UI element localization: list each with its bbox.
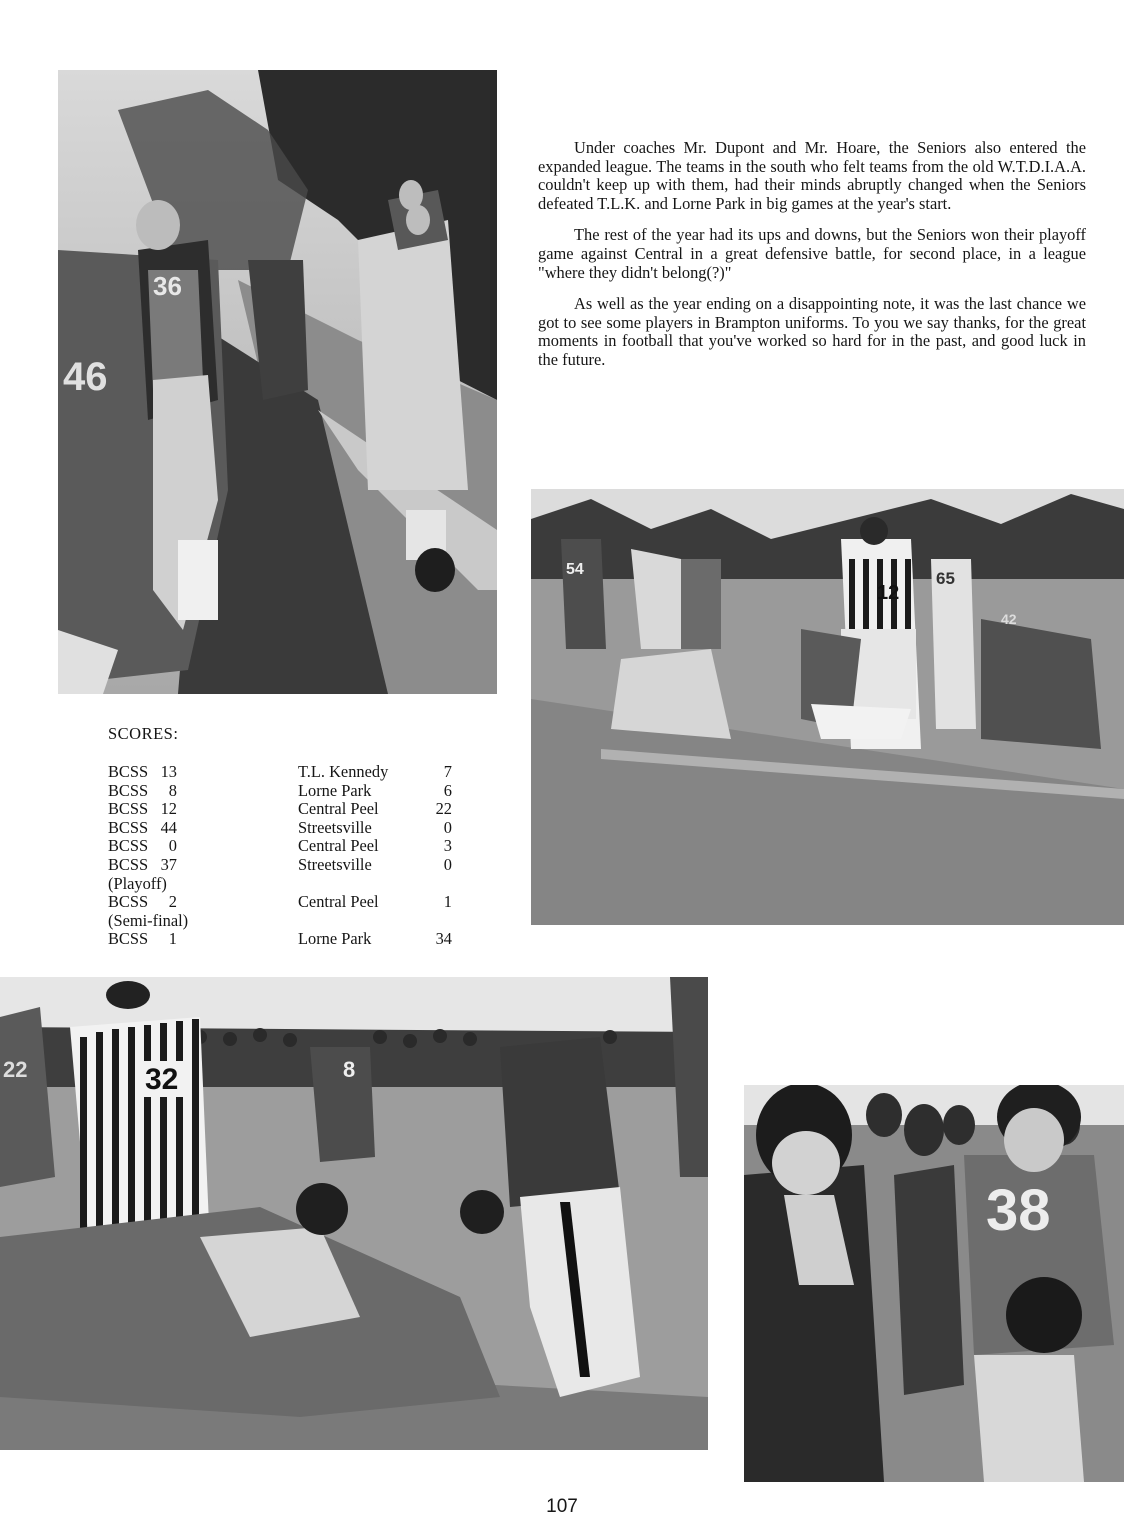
- scores-opponent-column: [298, 763, 452, 949]
- opponent-score: 22: [435, 799, 452, 819]
- scores-bcss-column: [108, 763, 278, 949]
- home-team: BCSS: [108, 762, 149, 781]
- opponent-row: [298, 782, 452, 801]
- opponent-team: Lorne Park: [298, 780, 372, 800]
- story-paragraph: As well as the year ending on a disappointing note, it was the last chance we got to see some players in Brampton uniforms. To you we say thanks, for the great moments in football that you've worked so hard for in the past, and good luck in the future.: [538, 294, 1086, 369]
- opponent-score: 0: [443, 854, 452, 874]
- jersey-number-54: 54: [566, 561, 584, 578]
- jersey-number-8: 8: [343, 1057, 356, 1082]
- pileup-photo-art: [0, 977, 708, 1450]
- story-paragraph: The rest of the year had its ups and downs, but the Seniors won their playoff game against Central in a great defensive battle, for second place, in a league "where they didn't belong(?)": [538, 225, 1086, 282]
- home-score: 0: [168, 836, 177, 856]
- photo-sideline: [58, 70, 497, 694]
- opponent-score: 6: [443, 780, 452, 800]
- photo-field-action: [531, 489, 1124, 925]
- opponent-score: 7: [443, 762, 452, 781]
- opponent-row: [298, 800, 452, 819]
- score-row: [108, 763, 278, 782]
- story-paragraph: Under coaches Mr. Dupont and Mr. Hoare, the Seniors also entered the expanded league. The teams in the south who felt teams from the old W.T.D.I.A.A. couldn't keep up with them, had their minds abruptly changed when the Seniors defeated T.L.K. and Lorne Park in big games at the year's start.: [538, 138, 1086, 213]
- opponent-team: Streetsville: [298, 817, 372, 837]
- home-score: 2: [168, 892, 177, 912]
- opponent-row: [298, 819, 452, 838]
- home-score: 44: [160, 817, 177, 837]
- game-note: (Playoff): [108, 873, 167, 893]
- score-row: [108, 819, 278, 838]
- home-score: 13: [160, 762, 177, 781]
- opponent-score: 0: [443, 817, 452, 837]
- home-score: 1: [168, 929, 177, 949]
- home-score: 12: [160, 799, 177, 819]
- home-score: 8: [168, 780, 177, 800]
- game-note: (Semi-final): [108, 910, 189, 930]
- sideline-photo-art: [58, 70, 497, 694]
- opponent-team: Lorne Park: [298, 929, 372, 949]
- home-team: BCSS: [108, 892, 149, 912]
- jersey-number-22: 22: [3, 1057, 28, 1082]
- score-row: [108, 837, 278, 856]
- jersey-number-65: 65: [936, 569, 955, 588]
- field-action-photo-art: [531, 489, 1124, 925]
- score-row: [108, 930, 278, 949]
- opponent-row: [298, 893, 452, 912]
- jersey-number-36: 36: [153, 271, 182, 301]
- home-score: 37: [160, 854, 177, 874]
- opponent-score: 3: [443, 836, 452, 856]
- opponent-team: Central Peel: [298, 892, 379, 912]
- opponent-team: T.L. Kennedy: [298, 762, 389, 781]
- jersey-number-46: 46: [63, 355, 108, 399]
- home-team: BCSS: [108, 817, 149, 837]
- opponent-team: Streetsville: [298, 854, 372, 874]
- score-row: [108, 893, 278, 930]
- opponent-row: [298, 930, 452, 949]
- jersey-number-38: 38: [986, 1178, 1051, 1243]
- photo-celebration: [744, 1085, 1124, 1482]
- home-team: BCSS: [108, 929, 149, 949]
- celebration-photo-art: [744, 1085, 1124, 1482]
- scores-heading: SCORES:: [108, 724, 179, 743]
- opponent-row: [298, 837, 452, 856]
- jersey-number-32: 32: [145, 1063, 179, 1096]
- home-team: BCSS: [108, 780, 149, 800]
- score-row: [108, 856, 278, 893]
- home-team: BCSS: [108, 836, 149, 856]
- jersey-number-42: 42: [1001, 611, 1017, 627]
- score-row: [108, 800, 278, 819]
- home-team: BCSS: [108, 799, 149, 819]
- opponent-row: [298, 856, 452, 875]
- opponent-score: 34: [435, 929, 452, 949]
- opponent-team: Central Peel: [298, 836, 379, 856]
- opponent-team: Central Peel: [298, 799, 379, 819]
- photo-pileup: [0, 977, 708, 1450]
- page-number: 107: [546, 1496, 578, 1517]
- story-text: [538, 139, 1086, 383]
- score-row: [108, 782, 278, 801]
- opponent-score: 1: [443, 892, 452, 912]
- jersey-number-12: 12: [877, 582, 900, 604]
- opponent-row: [298, 763, 452, 782]
- home-team: BCSS: [108, 854, 149, 874]
